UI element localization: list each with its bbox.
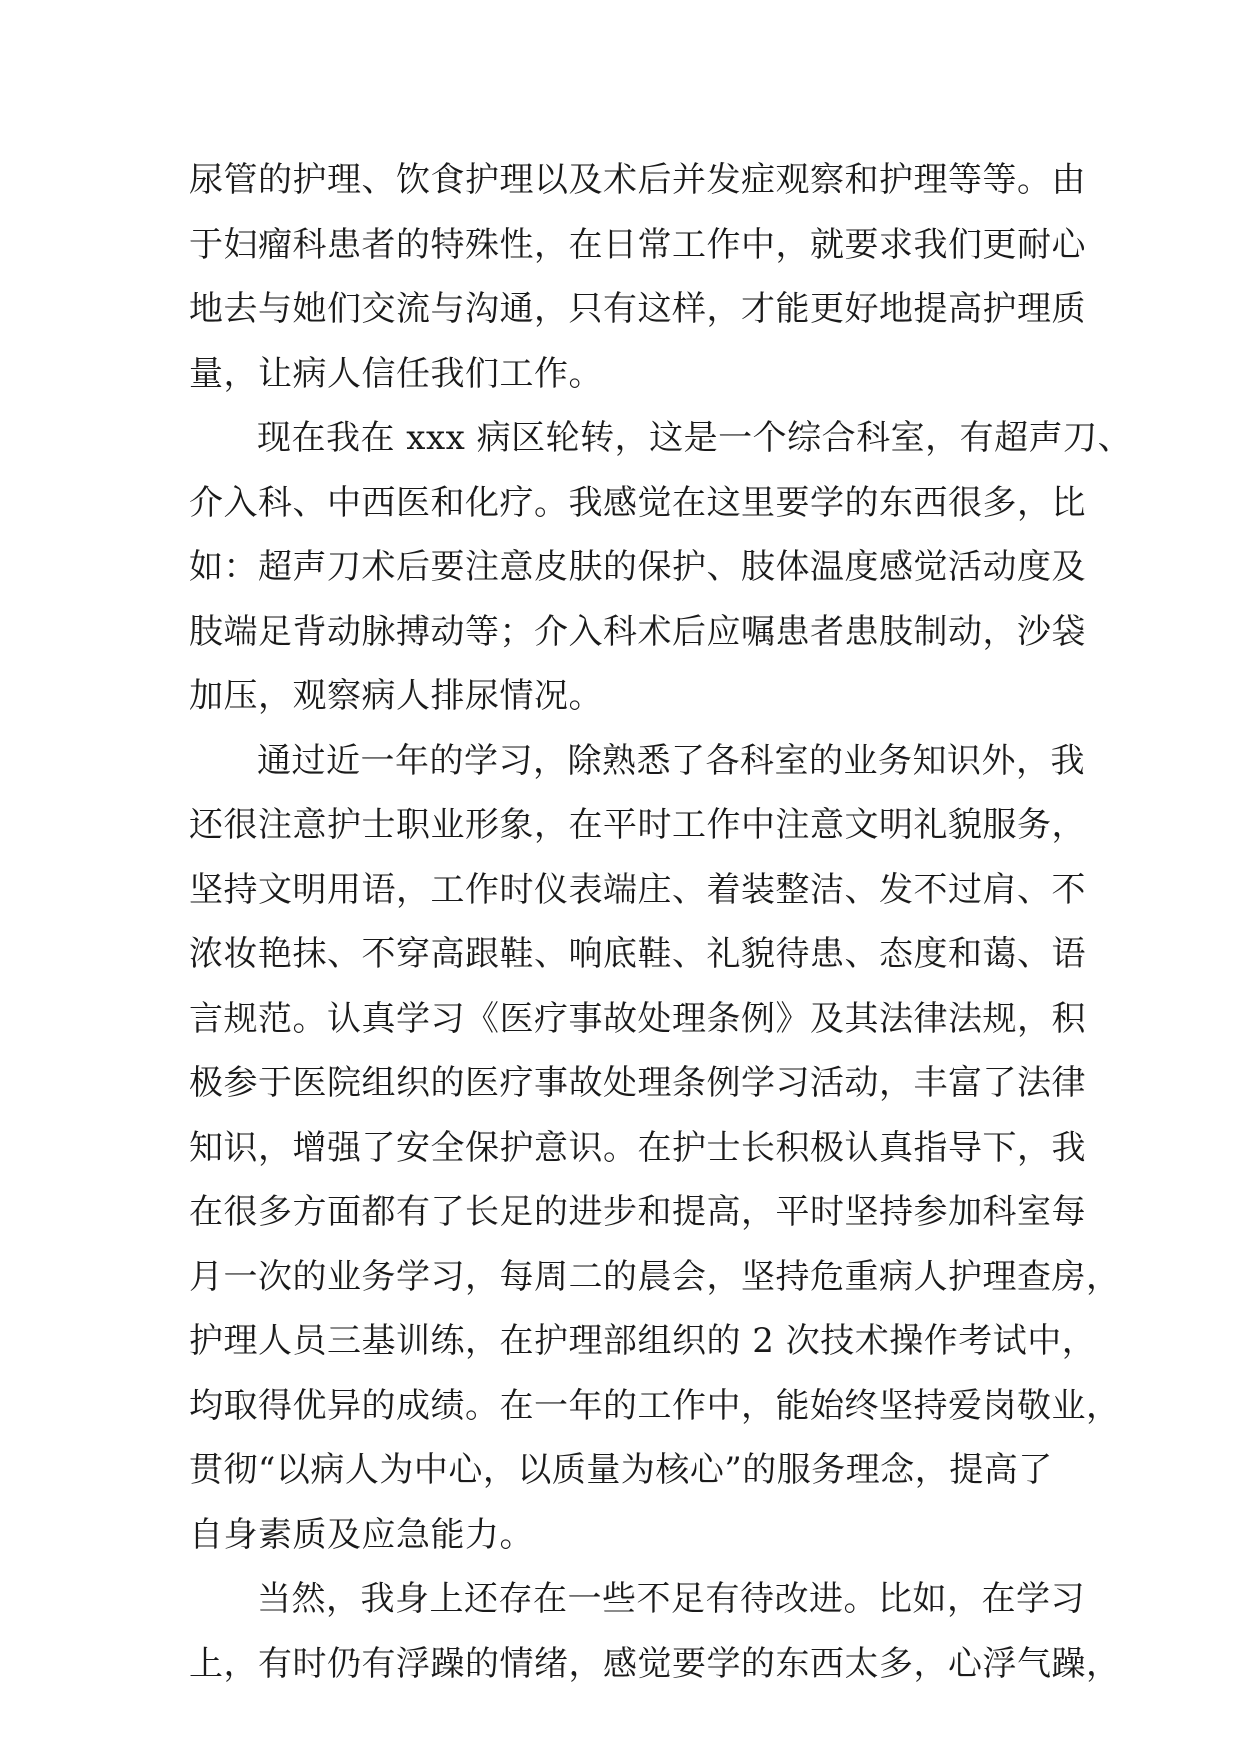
document-body bbox=[189, 148, 1133, 1696]
text-line: 量，让病人信任我们工作。 bbox=[189, 353, 603, 394]
text-line: 自身素质及应急能力。 bbox=[189, 1514, 534, 1555]
paragraph bbox=[189, 729, 1121, 1568]
text-line: 坚持文明用语，工作时仪表端庄、着装整洁、发不过肩、不 bbox=[189, 869, 1086, 910]
text-line: 上，有时仍有浮躁的情绪，感觉要学的东西太多，心浮气躁， bbox=[189, 1643, 1121, 1684]
text-line: 极参于医院组织的医疗事故处理条例学习活动，丰富了法律 bbox=[189, 1063, 1086, 1103]
text-line: 肢端足背动脉搏动等；介入科术后应嘱患者患肢制动，沙袋 bbox=[189, 611, 1086, 652]
paragraph bbox=[189, 148, 1086, 406]
text-line: 当然，我身上还存在一些不足有待改进。比如，在学习 bbox=[257, 1579, 1085, 1619]
text-line: 尿管的护理、饮食护理以及术后并发症观察和护理等等。由 bbox=[189, 160, 1086, 200]
text-line: 通过近一年的学习，除熟悉了各科室的业务知识外，我 bbox=[257, 740, 1085, 781]
text-line: 加压，观察病人排尿情况。 bbox=[189, 676, 603, 716]
text-line: 护理人员三基训练，在护理部组织的 2 次技术操作考试中， bbox=[189, 1321, 1097, 1361]
text-line: 如：超声刀术后要注意皮肤的保护、肢体温度感觉活动度及 bbox=[189, 547, 1086, 587]
text-line: 介入科、中西医和化疗。我感觉在这里要学的东西很多，比 bbox=[189, 482, 1086, 523]
text-line: 还很注意护士职业形象，在平时工作中注意文明礼貌服务， bbox=[189, 805, 1086, 845]
text-line: 言规范。认真学习《医疗事故处理条例》及其法律法规，积 bbox=[189, 998, 1086, 1039]
text-line: 在很多方面都有了长足的进步和提高，平时坚持参加科室每 bbox=[189, 1192, 1086, 1232]
text-line: 均取得优异的成绩。在一年的工作中，能始终坚持爱岗敬业， bbox=[189, 1385, 1121, 1426]
text-line: 现在我在 xxx 病区轮转，这是一个综合科室，有超声刀、 bbox=[257, 418, 1133, 458]
paragraph bbox=[189, 406, 1133, 729]
paragraph bbox=[189, 1567, 1121, 1696]
text-line: 浓妆艳抹、不穿高跟鞋、响底鞋、礼貌待患、态度和蔼、语 bbox=[189, 934, 1086, 974]
text-line: 知识，增强了安全保护意识。在护士长积极认真指导下，我 bbox=[189, 1127, 1086, 1168]
text-line: 月一次的业务学习，每周二的晨会，坚持危重病人护理查房， bbox=[189, 1256, 1121, 1297]
text-line: 于妇瘤科患者的特殊性，在日常工作中，就要求我们更耐心 bbox=[189, 224, 1086, 265]
text-line: 地去与她们交流与沟通，只有这样，才能更好地提高护理质 bbox=[189, 289, 1086, 329]
text-line: 贯彻“以病人为中心，以质量为核心”的服务理念，提高了 bbox=[189, 1450, 1053, 1490]
